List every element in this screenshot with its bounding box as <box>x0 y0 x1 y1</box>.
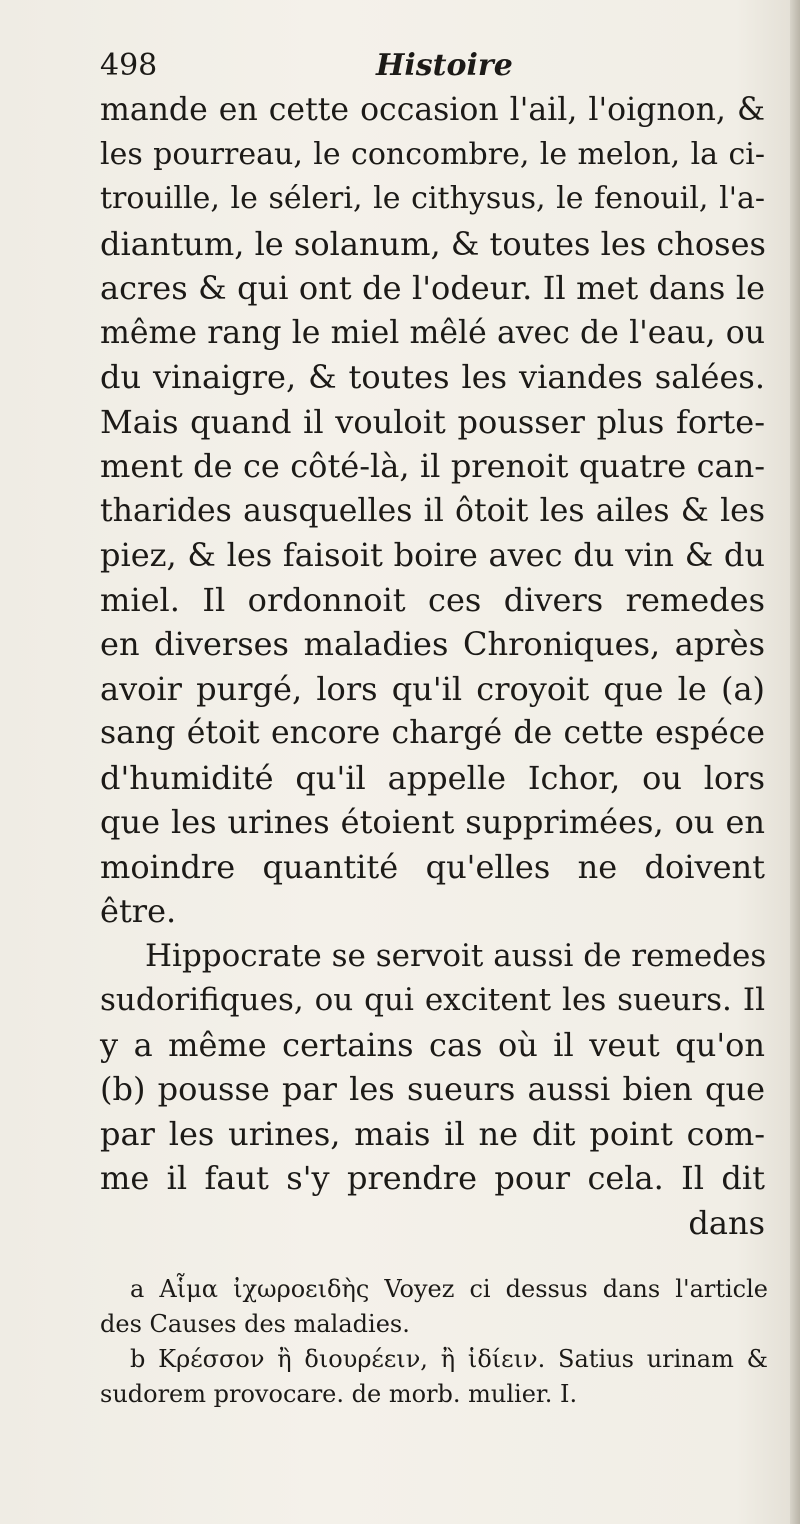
body-text <box>100 88 765 1245</box>
text-line: piez, & les faisoit boire avec du vin & du <box>100 536 765 574</box>
text-line: trouille, le séleri, le cithysus, le fenouil, l'a- <box>100 181 765 216</box>
text-line: Hippocrate se servoit aussi de remedes <box>145 937 767 974</box>
text-line: en diverses maladies Chroniques, après <box>100 625 765 663</box>
text-line: y a même certains cas où il veut qu'on <box>100 1025 765 1064</box>
footnote-a-cont: des Causes des maladies. <box>100 1310 410 1338</box>
text-line: être. <box>100 892 177 930</box>
text-line: tharides ausquelles il ôtoit les ailes & les <box>100 492 765 529</box>
text-line: d'humidité qu'il appelle Ichor, ou lors <box>100 758 765 797</box>
footnote-b-cont: sudorem provocare. de morb. mulier. I. <box>100 1380 578 1408</box>
footnote-b: b Κρέσσον ἢ διουρέειν, ἢ ἱδίειν. Satius urinam & <box>130 1345 768 1373</box>
running-head: Histoire <box>376 48 513 83</box>
page-number: 498 <box>100 48 158 83</box>
text-line: les pourreau, le concombre, le melon, la ci- <box>100 136 765 172</box>
text-line: même rang le miel mêlé avec de l'eau, ou <box>100 314 765 351</box>
catchword: dans <box>688 1203 765 1242</box>
text-line: sudorifiques, ou qui excitent les sueurs. Il <box>100 982 765 1018</box>
text-line: ment de ce côté-là, il prenoit quatre can- <box>100 447 765 485</box>
text-line: me il faut s'y prendre pour cela. Il dit <box>100 1159 765 1197</box>
text-line: que les urines étoient supprimées, ou en <box>100 803 765 841</box>
text-line: du vinaigre, & toutes les viandes salées. <box>100 358 765 396</box>
text-line: (b) pousse par les sueurs aussi bien que <box>100 1070 765 1108</box>
text-line: moindre quantité qu'elles ne doivent <box>100 847 765 886</box>
text-line: acres & qui ont de l'odeur. Il met dans le <box>100 269 765 307</box>
footnotes <box>100 1272 768 1412</box>
text-line: diantum, le solanum, & toutes les choses <box>100 224 766 263</box>
footnote-a: a Αἷμα ἰχωροειδὴς Voyez ci dessus dans l'article <box>130 1275 768 1303</box>
text-line: miel. Il ordonnoit ces divers remedes <box>100 580 765 619</box>
text-line: Mais quand il vouloit pousser plus forte- <box>100 402 765 441</box>
text-line: avoir purgé, lors qu'il croyoit que le (a) <box>100 669 765 708</box>
page-edge <box>790 0 800 1524</box>
text-line: sang étoit encore chargé de cette espéce <box>100 715 765 751</box>
page-header <box>100 44 762 88</box>
text-line: mande en cette occasion l'ail, l'oignon, & <box>100 92 765 128</box>
text-line: par les urines, mais il ne dit point com- <box>100 1114 765 1153</box>
